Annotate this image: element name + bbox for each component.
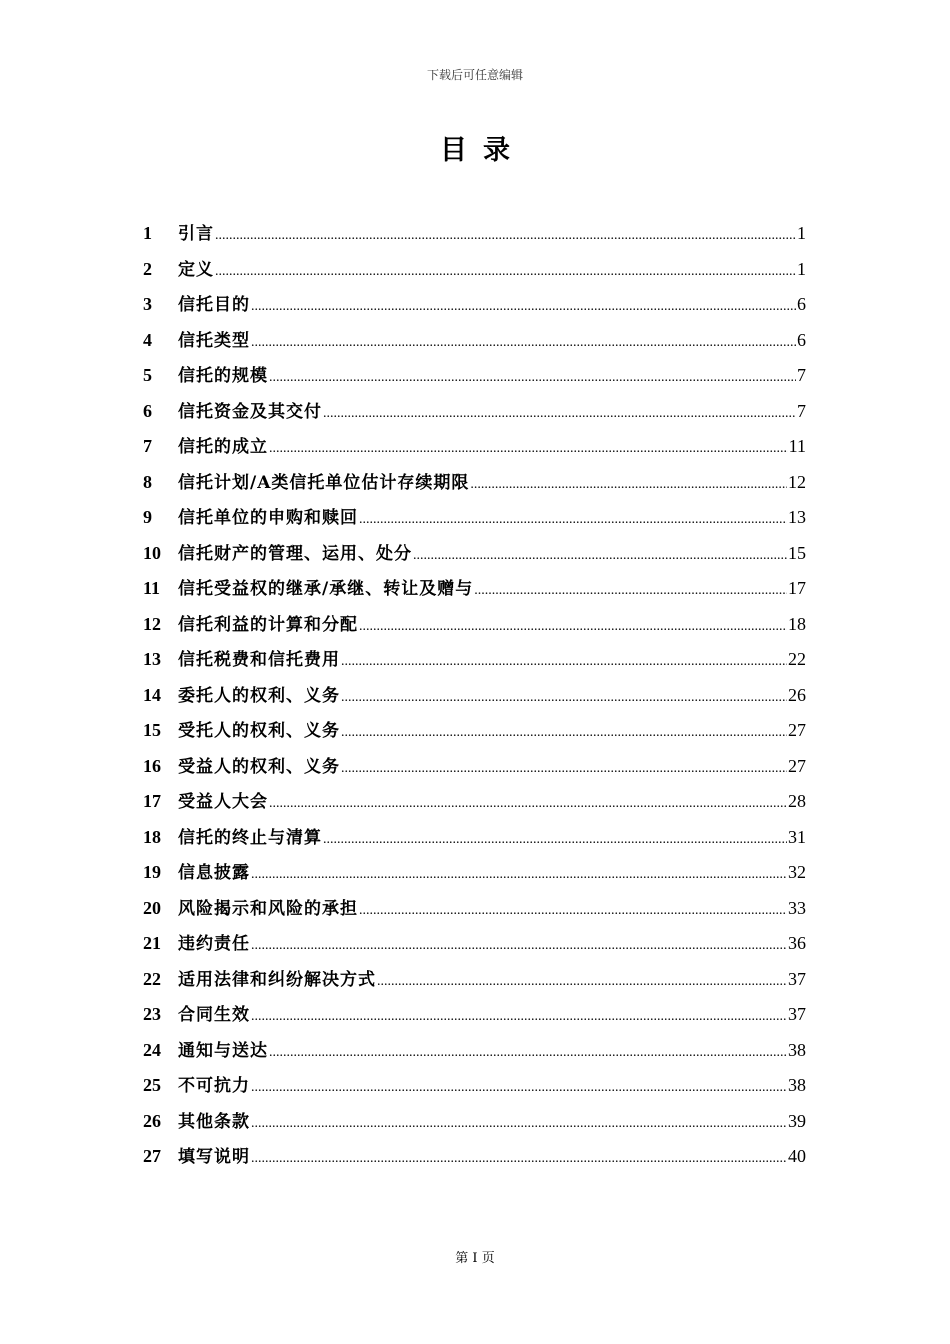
toc-entry-label: 信托目的	[178, 295, 250, 315]
toc-entry-number: 20	[143, 897, 161, 918]
toc-entry-number: 19	[143, 862, 161, 882]
toc-dot-leader	[359, 502, 787, 538]
toc-dot-leader	[215, 254, 796, 290]
toc-dot-leader	[251, 999, 787, 1035]
toc-entry-number: 23	[143, 1004, 161, 1024]
toc-entry-number: 21	[143, 933, 161, 953]
toc-entry-page: 17	[788, 578, 806, 598]
toc-entry[interactable]	[143, 678, 806, 714]
toc-entry-label: 受托人的权利、义务	[178, 721, 340, 741]
toc-dot-leader	[251, 325, 796, 361]
toc-entry[interactable]	[143, 394, 806, 430]
toc-entry[interactable]	[143, 607, 806, 643]
toc-entry-label: 合同生效	[178, 1005, 250, 1025]
page-number-footer: 第 I 页	[455, 1251, 495, 1266]
toc-entry-number: 13	[143, 649, 161, 669]
toc-entry-number: 6	[143, 400, 152, 421]
toc-entry-page: 37	[788, 1004, 806, 1024]
toc-entry[interactable]	[143, 252, 806, 288]
toc-entry[interactable]	[143, 323, 806, 359]
toc-entry-label: 信息披露	[178, 863, 250, 883]
toc-dot-leader	[359, 609, 787, 645]
toc-dot-leader	[359, 893, 787, 929]
toc-entry-page: 28	[788, 791, 806, 811]
toc-dot-leader	[341, 644, 787, 680]
toc-entry-number: 3	[143, 294, 152, 314]
toc-entry-label: 不可抗力	[178, 1076, 250, 1096]
toc-entry-page: 6	[797, 294, 806, 314]
header-note: 下载后可任意编辑	[426, 68, 523, 82]
toc-dot-leader	[251, 857, 787, 893]
toc-entry-page: 32	[788, 862, 806, 882]
toc-entry-page: 11	[788, 436, 806, 456]
toc-entry-number: 12	[143, 613, 161, 634]
toc-entry-label: 其他条款	[178, 1111, 250, 1132]
toc-entry-label: 受益人大会	[178, 792, 268, 812]
toc-entry[interactable]	[143, 784, 806, 820]
toc-entry-number: 17	[143, 791, 161, 811]
toc-entry-page: 18	[788, 613, 806, 634]
toc-dot-leader	[341, 715, 787, 751]
toc-entry[interactable]	[143, 571, 806, 607]
toc-entry[interactable]	[143, 358, 806, 394]
toc-entry-label: 违约责任	[178, 934, 250, 954]
toc-dot-leader	[377, 964, 787, 1000]
toc-entry[interactable]	[143, 1104, 806, 1140]
toc-entry-number: 9	[143, 507, 152, 527]
toc-entry-label: 信托计划/A类信托单位估计存续期限	[178, 472, 470, 493]
toc-entry-number: 16	[143, 755, 161, 776]
toc-entry[interactable]	[143, 429, 806, 465]
toc-entry-number: 27	[143, 1146, 161, 1166]
toc-dot-leader	[269, 431, 788, 467]
toc-entry-label: 通知与送达	[178, 1040, 268, 1061]
toc-entry-page: 26	[788, 684, 806, 705]
toc-dot-leader	[323, 396, 796, 432]
toc-entry[interactable]	[143, 855, 806, 891]
toc-entry-label: 信托财产的管理、运用、处分	[178, 543, 412, 564]
toc-entry-number: 18	[143, 826, 161, 847]
toc-entry-number: 7	[143, 436, 152, 456]
toc-entry[interactable]	[143, 642, 806, 678]
toc-entry-label: 委托人的权利、义务	[178, 685, 340, 706]
toc-entry-page: 6	[797, 329, 806, 350]
toc-entry-label: 引言	[178, 224, 214, 244]
toc-entry-label: 信托的终止与清算	[178, 827, 322, 848]
toc-entry[interactable]	[143, 1139, 806, 1175]
toc-entry-page: 13	[788, 507, 806, 527]
toc-entry-label: 风险揭示和风险的承担	[178, 898, 358, 919]
toc-dot-leader	[251, 1070, 787, 1106]
toc-entry-page: 40	[788, 1146, 806, 1166]
toc-entry-page: 36	[788, 933, 806, 953]
toc-entry-page: 1	[797, 258, 806, 279]
toc-entry[interactable]	[143, 820, 806, 856]
toc-entry-number: 8	[143, 471, 152, 492]
toc-dot-leader	[413, 538, 787, 574]
toc-entry[interactable]	[143, 997, 806, 1033]
toc-entry-number: 10	[143, 542, 161, 563]
toc-entry-number: 4	[143, 329, 152, 350]
toc-entry[interactable]	[143, 891, 806, 927]
toc-entry[interactable]	[143, 713, 806, 749]
toc-dot-leader	[323, 822, 787, 858]
toc-entry-page: 38	[788, 1039, 806, 1060]
toc-entry-number: 2	[143, 258, 152, 279]
toc-entry-number: 22	[143, 968, 161, 989]
toc-dot-leader	[341, 680, 787, 716]
toc-title: 目录	[440, 135, 526, 166]
toc-list	[143, 216, 806, 1175]
toc-entry[interactable]	[143, 926, 806, 962]
toc-entry[interactable]	[143, 287, 806, 323]
toc-entry-number: 5	[143, 365, 152, 385]
toc-dot-leader	[269, 1035, 787, 1071]
toc-entry-page: 37	[788, 968, 806, 989]
toc-entry[interactable]	[143, 749, 806, 785]
toc-entry[interactable]	[143, 500, 806, 536]
toc-entry-label: 信托类型	[178, 330, 250, 351]
toc-entry-label: 定义	[178, 259, 214, 280]
toc-dot-leader	[341, 751, 787, 787]
toc-entry-label: 信托税费和信托费用	[178, 650, 340, 670]
toc-entry-number: 14	[143, 684, 161, 705]
toc-entry-label: 信托单位的申购和赎回	[178, 508, 358, 528]
toc-entry[interactable]	[143, 536, 806, 572]
toc-entry-page: 1	[797, 223, 806, 243]
toc-entry-label: 信托受益权的继承/承继、转让及赠与	[178, 579, 474, 599]
toc-dot-leader	[251, 1141, 787, 1177]
toc-dot-leader	[251, 1106, 787, 1142]
toc-entry-number: 15	[143, 720, 161, 740]
toc-entry-page: 7	[797, 400, 806, 421]
toc-entry-label: 适用法律和纠纷解决方式	[178, 969, 376, 990]
toc-entry-number: 26	[143, 1110, 161, 1131]
toc-dot-leader	[251, 928, 787, 964]
toc-entry[interactable]	[143, 1068, 806, 1104]
toc-entry-number: 11	[143, 578, 161, 598]
toc-dot-leader	[269, 786, 787, 822]
toc-entry-label: 信托利益的计算和分配	[178, 614, 358, 635]
toc-dot-leader	[470, 467, 787, 503]
toc-entry-page: 33	[788, 897, 806, 918]
toc-dot-leader	[215, 218, 796, 254]
toc-dot-leader	[269, 360, 796, 396]
toc-entry-page: 39	[788, 1110, 806, 1131]
toc-entry[interactable]	[143, 216, 806, 252]
toc-entry-label: 填写说明	[178, 1147, 250, 1167]
toc-entry-page: 22	[788, 649, 806, 669]
toc-entry[interactable]	[143, 962, 806, 998]
toc-entry-page: 15	[788, 542, 806, 563]
toc-entry[interactable]	[143, 1033, 806, 1069]
toc-entry-page: 31	[788, 826, 806, 847]
toc-entry[interactable]	[143, 465, 806, 501]
toc-entry-label: 受益人的权利、义务	[178, 756, 340, 777]
toc-entry-page: 12	[788, 471, 806, 492]
toc-entry-number: 24	[143, 1039, 161, 1060]
toc-entry-label: 信托的规模	[178, 366, 268, 386]
toc-entry-label: 信托资金及其交付	[178, 401, 322, 422]
toc-dot-leader	[474, 573, 787, 609]
toc-entry-number: 25	[143, 1075, 161, 1095]
toc-entry-page: 38	[788, 1075, 806, 1095]
toc-entry-page: 27	[788, 755, 806, 776]
toc-dot-leader	[251, 289, 796, 325]
toc-entry-page: 27	[788, 720, 806, 740]
toc-entry-number: 1	[143, 223, 152, 243]
toc-entry-label: 信托的成立	[178, 437, 268, 457]
toc-entry-page: 7	[797, 365, 806, 385]
